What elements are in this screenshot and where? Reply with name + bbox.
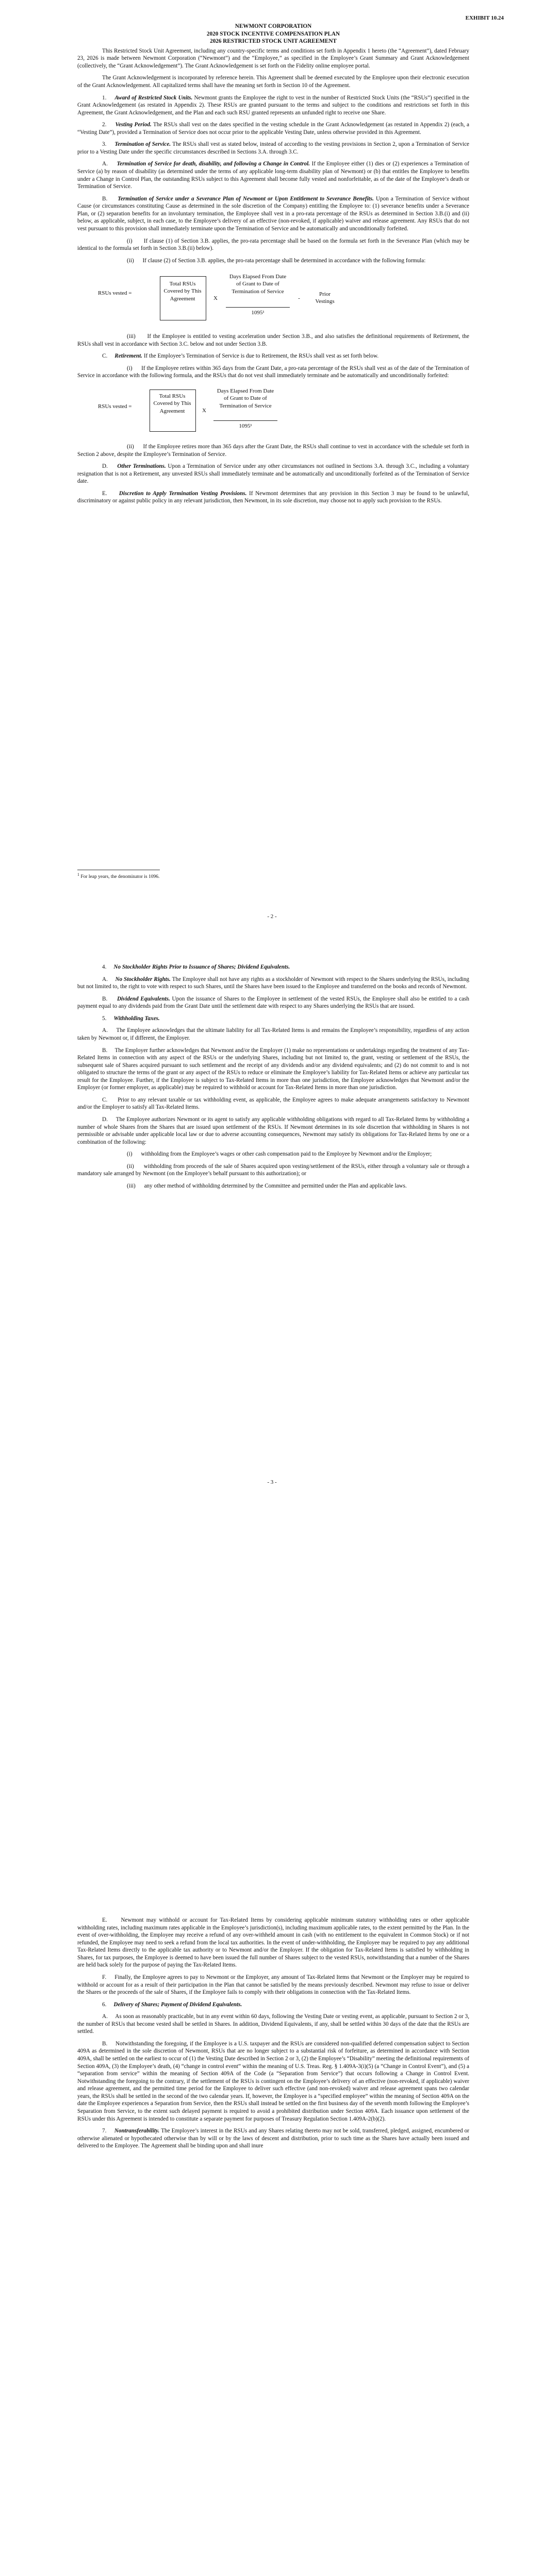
section-3d-title: Other Terminations. (117, 463, 166, 470)
footnote-1: $^1$ For leap years, the denominator is 1096. (77, 872, 160, 880)
section-4-title: No Stockholder Rights Prior to Issuance of Shares; Dividend Equivalents. (113, 964, 290, 970)
section-3e-text: If Newmont determines that any provision in this Section 3 may be found to be unlawful, discriminatory or against public policy in any relevant jurisdiction, then Newmont, in its sole discretion, may choose not to apply such provision to the RSUs. (77, 490, 469, 504)
section-3c-text: If the Employee’s Termination of Service is due to Retirement, the RSUs shall vest as set forth below. (143, 353, 379, 360)
pro-rata-formula-1 (77, 269, 469, 326)
section-5: 5. Withholding Taxes. (102, 1015, 160, 1022)
formula-1-numerator: Days Elapsed From Date of Grant to Date of Termination of Service (229, 274, 287, 295)
page-number-2: - 2 - (267, 913, 277, 920)
section-4a: A. No Stockholder Rights. The Employee shall not have any rights as a stockholder of Newmont with respect to the Shares underlying the RSUs, including but not limited to, the right to vote with respect to such Shares, until the Shares have been issued to the Employee and transferred on the books and records of Newmont. (77, 976, 469, 990)
formula-1-fraction-bar (226, 307, 290, 308)
section-1-text: Newmont grants the Employee the right to vest in the number of Restricted Stock Units (the “RSUs”) specified in the Grant Acknowledgement (as restated in Appendix 2). These RSUs are granted pursuant to the terms and subject to the conditions and restrictions set forth in this Agreement, the Grant Acknowledgement, and the Plan and each such RSU granted represents an unfunded right to receive one Share. (77, 94, 470, 116)
section-4: 4. No Stockholder Rights Prior to Issuance of Shares; Dividend Equivalents. (102, 964, 290, 970)
section-7-title: Nontransferability. (114, 2128, 160, 2134)
section-3d-text: Upon a Termination of Service under any other circumstances not outlined in Sections 3.A. through 3.C., including a voluntary resignation that is not a Retirement, any unvested RSUs shall immediately terminate and be automatically and unconditionally forfeited as of the Termination of Service date. (77, 463, 469, 485)
section-5b: B. The Employer further acknowledges that Newmont and/or the Employer (1) make no representations or undertakings regarding the treatment of any Tax-Related Items in connection with any aspect of the RSUs or the underlying Shares, including but not limited to, the grant, vesting or settlement of the RSUs, the subsequent sale of Shares acquired pursuant to such settlement and the receipt of any dividends and/or any dividend equivalents; and (2) do not commit to and is not obligated to structure the terms of the grant or any aspect of the RSUs to reduce or eliminate the Employee’s liability for Tax-Related Items or achieve any particular tax result for the Employee. Further, if the Employee is subject to Tax-Related Items in more than one jurisdiction, the Employee acknowledges that Newmont and/or the Employer (or former employer, as applicable) may be required to withhold or account for Tax-Related Items in more than one jurisdiction. (77, 1047, 469, 1091)
section-3b-i: (i) If clause (1) of Section 3.B. applies, the pro-rata percentage shall be based on the formula set forth in the Severance Plan (which may be identical to the formula set forth in Section 3.B.(ii) below). (77, 238, 470, 252)
formula-1-lhs: RSUs vested = (98, 290, 132, 297)
section-2-text: The RSUs shall vest on the dates specified in the vesting schedule in the Grant Acknowledgement (as restated in Appendix 2) (each, a “Vesting Date”), provided a Termination of Service does not occur prior to the applicable Vesting Date, unless otherwise provided in this Agreement. (77, 122, 469, 135)
section-5c: C. Prior to any relevant taxable or tax withholding event, as applicable, the Employee agrees to make adequate arrangements satisfactory to Newmont and/or the Employer to satisfy all Tax-Related Items. (77, 1096, 469, 1111)
section-2-title: Vesting Period. (115, 122, 152, 128)
formula-1-denominator: 1095¹ (251, 310, 265, 316)
header-company: NEWMONT CORPORATION (235, 23, 312, 29)
formula-2-denominator: 1095¹ (239, 423, 252, 429)
page-4-body (77, 1917, 469, 2155)
page-3-body (77, 963, 469, 1195)
footnote-area (77, 866, 469, 880)
section-3b-ii: (ii) If clause (2) of Section 3.B. applies, the pro-rata percentage shall be determined in accordance with the following formula: (127, 257, 426, 264)
section-3a: A. Termination of Service for death, disability, and following a Change in Control. If the Employee either (1) dies or (2) experiences a Termination of Service (a) by reason of disability (as determined under the terms of any applicable long-term disability plan of Newmont) or (b) that entitles the Employee to benefits under a Change in Control Plan, the outstanding RSUs subject to this Agreement shall become fully vested and nonforfeitable, as of the date of the Employee’s death or Termination of Service. (77, 161, 469, 190)
section-3e-title: Discretion to Apply Termination Vesting Provisions. (119, 490, 247, 497)
formula-1-times: X (213, 295, 218, 302)
section-3-text: The RSUs shall vest as stated below, instead of according to the vesting provisions in Section 2, upon a Termination of Service prior to a Vesting Date under the specific circumstances described in Sections 3.A. through 3.C. (77, 141, 469, 155)
formula-1-prior: Prior Vestings (315, 291, 335, 305)
section-3d: D. Other Terminations. Upon a Termination of Service under any other circumstances not outlined in Sections 3.A. through 3.C., including a voluntary resignation that is not a Retirement, any unvested RSUs shall immediately terminate and be automatically and unconditionally forfeited as of the Termination of Service date. (77, 463, 469, 485)
section-6: 6. Delivery of Shares; Payment of Dividend Equivalents. (102, 2001, 242, 2008)
section-6a: A. As soon as reasonably practicable, but in any event within 60 days, following the Vesting Date or vesting event, as applicable, pursuant to Section 2 or 3, the number of RSUs that become vested shall be settled in Shares. In addition, Dividend Equivalents, if any, shall be settled within 30 days of the date that the RSUs are settled. (77, 2013, 469, 2035)
formula-1-minus: - (298, 295, 300, 302)
section-3a-title: Termination of Service for death, disability, and following a Change in Control. (117, 161, 310, 167)
section-4b: B. Dividend Equivalents. Upon the issuance of Shares to the Employee in settlement of the vested RSUs, the Employee shall also be entitled to a cash payment equal to any dividends paid from the Grant Date until the settlement date with respect to any Shares underlying the RSUs that are issued. (77, 995, 469, 1010)
section-3c-i: (i) If the Employee retires within 365 days from the Grant Date, a pro-rata percentage of the RSUs shall vest as of the date of the Termination of Service in accordance with the following formula, and the RSUs that do not vest shall immediately terminate and be automatically and unconditionally forfeited: (77, 365, 469, 379)
section-3c-ii: (ii) If the Employee retires more than 365 days after the Grant Date, the RSUs shall continue to vest in accordance with the schedule set forth in Section 2 above, despite the Employee’s Termination of Service. (77, 444, 470, 457)
section-3c: C. Retirement. If the Employee’s Termination of Service is due to Retirement, the RSUs shall vest as set forth below. (102, 353, 379, 360)
section-5-title: Withholding Taxes. (113, 1015, 160, 1022)
formula-2-lhs: RSUs vested = (98, 403, 132, 410)
section-3b-title: Termination of Service under a Severance Plan of Newmont or Upon Entitlement to Severance Benefits. (118, 195, 374, 202)
section-6b: B. Notwithstanding the foregoing, if the Employee is a U.S. taxpayer and the RSUs are considered non-qualified deferred compensation subject to Section 409A as determined in the sole discretion of Newmont, RSUs that are no longer subject to a substantial risk of forfeiture, as determined in accordance with Section 409A, shall be settled on the earliest to occur of (1) the Vesting Date described in Section 2 or 3, (2) the Employee’s “Disability” meeting the definitional requirements of Section 409A, (3) the Employee’s death, (4) “change in control event” within the meaning of U.S. Treas. Reg. § 1.409A-3(i)(5) (a “Change in Control Event”), and (5) a “separation from service” within the meaning of Section 409A of the Code (a “Separation from Service”) that occurs following a Change in Control Event. Notwithstanding the foregoing to the contrary, if the settlement of the RSUs is contingent on the Employee’s delivery of an effective (non-revoked, if applicable) waiver and release agreement, and the permitted time period for the Employee to deliver such effective (and non-revoked) waiver and release agreement spans two calendar years, the RSUs shall be settled in the second of the two calendar years. If, however, the Employee is a “specified employee” within the meaning of Section 409A on the date the Employee experiences a Separation from Service, then the RSUs shall instead be settled on the first business day of the seventh month following the Employee’s Separation from Service, to the extent such delayed payment is required to avoid a prohibited distribution under Section 409A. Each issuance upon settlement of the RSUs under this Agreement is intended to constitute a separate payment for purposes of Treasury Regulation Section 1.409A-2(b)(2). (77, 2040, 469, 2122)
header-plan: 2020 STOCK INCENTIVE COMPENSATION PLAN (206, 30, 340, 37)
formula-2-fraction-bar (213, 420, 277, 421)
page-number-3: - 3 - (267, 1479, 277, 1485)
formula-2-times: X (202, 408, 206, 414)
section-3a-text: If the Employee either (1) dies or (2) experiences a Termination of Service (a) by reason of disability (as determined under the terms of any applicable long-term disability plan of Newmont) or (b) that entitles the Employee to benefits under a Change in Control Plan, the outstanding RSUs subject to this Agreement shall become fully vested and nonforfeitable, as of the date of the Employee’s death or Termination of Service. (77, 161, 469, 190)
section-5a: A. The Employee acknowledges that the ultimate liability for all Tax-Related Items is and remains the Employee’s responsibility, regardless of any action taken by Newmont or, if different, the Employer. (77, 1027, 469, 1041)
section-3: 3. Termination of Service. The RSUs shall vest as stated below, instead of according to the vesting provisions in Section 2, upon a Termination of Service prior to a Vesting Date under the specific circumstances described in Sections 3.A. through 3.C. (77, 141, 469, 155)
section-3b-text: Upon a Termination of Service without Cause (or circumstances constituting Cause as determined in the sole discretion of the Company) entitling the Employee to: (1) severance benefits under a Severance Plan, or (2) separation benefits for an involuntary termination, the Employee shall vest in a pro-rata percentage of the RSUs as determined in Section 3.B.(i) and (ii) below, as applicable, subject, in each case, to the Employee’s delivery of an effective (non-revoked, if applicable) waiver and release agreement. Any RSUs that do not vest pursuant to this provision shall immediately terminate upon the Termination of Service and be automatically and unconditionally forfeited. (77, 195, 469, 232)
section-3e: E. Discretion to Apply Termination Vesting Provisions. If Newmont determines that any provision in this Section 3 may be found to be unlawful, discriminatory or against public policy in any relevant jurisdiction, then Newmont, in its sole discretion, may choose not to apply such provision to the RSUs. (77, 490, 469, 504)
section-6-title: Delivery of Shares; Payment of Dividend Equivalents. (113, 2001, 242, 2008)
exhibit-number: EXHIBIT 10.24 (465, 15, 504, 21)
section-5d-iii: (iii) any other method of withholding determined by the Committee and permitted under the Plan and applicable laws. (127, 1182, 407, 1189)
section-1-title: Award of Restricted Stock Units. (114, 94, 193, 101)
intro-paragraph: This Restricted Stock Unit Agreement, including any country-specific terms and conditions set forth in Appendix 1 hereto (the “Agreement”), dated February 23, 2026 is made between Newmont Corporation (“Newmont”) and the “Employee,” as specified in the Employee’s Grant Summary and Grant Acknowledgement (collectively, the “Grant Acknowledgement”). The Grant Acknowledgement is set forth on the Fidelity online employee portal. (77, 47, 469, 69)
section-5d-ii: (ii) withholding from proceeds of the sale of Shares acquired upon vesting/settlement of the RSUs, either through a voluntary sale or through a mandatory sale arranged by Newmont (on the Employee’s behalf pursuant to this authorization); or (77, 1163, 470, 1177)
section-2: 2. Vesting Period. The RSUs shall vest on the dates specified in the vesting schedule in the Grant Acknowledgement (as restated in Appendix 2) (each, a “Vesting Date”), provided a Termination of Service does not occur prior to the applicable Vesting Date, unless otherwise provided in this Agreement. (77, 122, 469, 135)
section-5f: F. Finally, the Employee agrees to pay to Newmont or the Employer, any amount of Tax-Related Items that Newmont or the Employer may be required to withhold or account for as a result of their participation in the Plan that cannot be satisfied by the means previously described. Newmont may refuse to issue or deliver the Shares or the proceeds of the sale of Shares, if the Employee fails to comply with their obligations in connection with the Tax-Related Items. (77, 1974, 469, 1996)
section-3-title: Termination of Service. (114, 141, 171, 148)
formula-2-total: Total RSUs Covered by This Agreement (153, 393, 191, 414)
pro-rata-formula-2 (77, 384, 469, 436)
page-2-body (77, 23, 469, 510)
section-5e: E. Newmont may withhold or account for Tax-Related Items by considering applicable minimum statutory withholding rates or other applicable withholding rates, including maximum rates applicable in the Employee’s jurisdiction(s), including maximum applicable rates, to the extent permitted by the Plan. In the event of over-withholding, the Employee may receive a refund of any over-withheld amount in cash (with no entitlement to the equivalent in Common Stock) or if not refunded, the Employee may need to seek a refund from the local tax authorities. In the event of under-withholding, the Employee may be required to pay any additional Tax-Related Items directly to the applicable tax authority or to Newmont and/or the Employer. If the obligation for Tax-Related Items is satisfied by withholding in Shares, for tax purposes, the Employee is deemed to have been issued the full number of Shares subject to the vested RSUs, notwithstanding that a number of the Shares are held back solely for the purpose of paying the Tax-Related Items. (77, 1917, 470, 1969)
grant-ack-paragraph: The Grant Acknowledgement is incorporated by reference herein. This Agreement shall be deemed executed by the Employee upon their electronic execution of the Grant Acknowledgement. All capitalized terms shall have the meaning set forth in Section 10 of the Agreement. (77, 75, 469, 89)
section-7: 7. Nontransferability. The Employee’s interest in the RSUs and any Shares relating thereto may not be sold, transferred, pledged, assigned, encumbered or otherwise alienated or hypothecated otherwise than by will or by the laws of descent and distribution, prior to such time as the Shares have actually been issued and delivered to the Employee. The Agreement shall be binding upon and shall inure (77, 2128, 469, 2149)
section-3b: B. Termination of Service under a Severance Plan of Newmont or Upon Entitlement to Severance Benefits. Upon a Termination of Service without Cause (or circumstances constituting Cause as determined in the sole discretion of the Company) entitling the Employee to: (1) severance benefits under a Severance Plan, or (2) separation benefits for an involuntary termination, the Employee shall vest in a pro-rata percentage of the RSUs as determined in Section 3.B.(i) and (ii) below, as applicable, subject, in each case, to the Employee’s delivery of an effective (non-revoked, if applicable) waiver and release agreement. Any RSUs that do not vest pursuant to this provision shall immediately terminate upon the Termination of Service and be automatically and unconditionally forfeited. (77, 195, 469, 232)
header-agreement: 2026 RESTRICTED STOCK UNIT AGREEMENT (210, 38, 337, 45)
formula-1-total: Total RSUs Covered by This Agreement (163, 281, 202, 302)
section-5d-i: (i) withholding from the Employee’s wages or other cash compensation paid to the Employee by Newmont and/or the Employer; (127, 1151, 432, 1158)
formula-2-numerator: Days Elapsed From Date of Grant to Date of Termination of Service (217, 388, 274, 409)
section-1: 1. Award of Restricted Stock Units. Newmont grants the Employee the right to vest in the number of Restricted Stock Units (the “RSUs”) specified in the Grant Acknowledgement (as restated in Appendix 2). These RSUs are granted pursuant to the terms and subject to the conditions and restrictions set forth in this Agreement, the Grant Acknowledgement, and the Plan and each such RSU granted represents an unfunded right to receive one Share. (77, 94, 470, 116)
section-5d: D. The Employee authorizes Newmont or its agent to satisfy any applicable withholding obligations with regard to all Tax-Related Items by withholding a number of whole Shares from the Shares that are issued upon settlement of the RSUs. If Newmont determines in its sole discretion that withholding in Shares is not permissible or advisable under applicable local law or due to adverse accounting consequences, Newmont may satisfy its obligations for Tax-Related Items by one or a combination of the following: (77, 1116, 469, 1145)
section-4b-title: Dividend Equivalents. (117, 995, 170, 1002)
section-3c-title: Retirement. (114, 353, 143, 360)
section-4a-title: No Stockholder Rights. (115, 976, 171, 982)
section-3b-iii: (iii) If the Employee is entitled to vesting acceleration under Section 3.B., and also satisfies the definitional requirements of Retirement, the RSUs shall vest in accordance with Section 3.C. below and not under Section 3.B. (77, 333, 469, 347)
